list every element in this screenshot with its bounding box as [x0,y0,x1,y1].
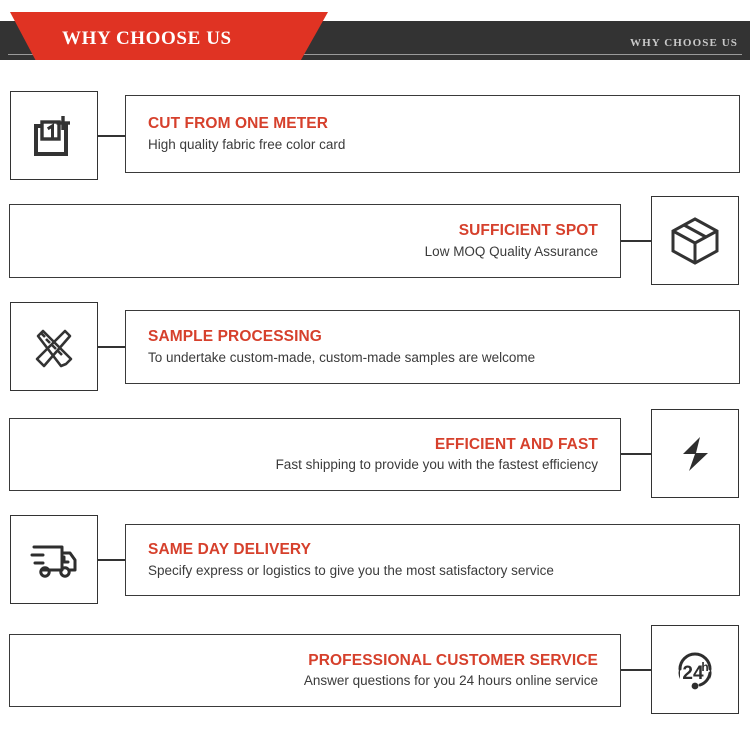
feature-title: SAMPLE PROCESSING [148,328,322,346]
package-box-icon [667,213,723,269]
feature-row [0,625,750,714]
feature-title: EFFICIENT AND FAST [434,435,598,453]
feature-row [0,409,750,498]
feature-title: CUT FROM ONE METER [148,115,329,133]
feature-text-box [9,418,621,491]
feature-connector-line [98,135,125,137]
feature-text-box [9,634,621,707]
feature-connector-line [98,559,125,561]
svg-text:h: h [701,659,709,674]
delivery-truck-icon [26,532,82,588]
feature-description: Fast shipping to provide you with the fastest efficiency [275,457,598,473]
header-right-label: WHY CHOOSE US [629,37,738,49]
feature-connector-line [621,240,651,242]
feature-title: SAME DAY DELIVERY [148,541,312,559]
feature-row [0,196,750,285]
feature-icon-box-pencil-ruler [10,302,98,391]
feature-description: Answer questions for you 24 hours online service [303,673,598,689]
feature-text-box [125,95,740,173]
feature-connector-line [98,346,125,348]
feature-icon-box-package [651,196,739,285]
feature-text-box [125,524,740,596]
pencil-ruler-icon [27,320,81,374]
feature-row [0,515,750,604]
feature-connector-line [621,453,651,455]
feature-description: Low MOQ Quality Assurance [424,243,598,259]
feature-title: SUFFICIENT SPOT [458,222,598,240]
one-plus-meter-icon [28,110,80,162]
feature-text-box [9,204,621,278]
feature-connector-line [621,669,651,671]
page-title: WHY CHOOSE US [62,28,232,49]
feature-description: To undertake custom-made, custom-made samples are welcome [148,349,536,365]
svg-text:24: 24 [682,662,704,684]
feature-description: Specify express or logistics to give you the most satisfactory service [148,562,554,578]
feature-row [0,91,750,180]
feature-title: PROFESSIONAL CUSTOMER SERVICE [308,651,598,669]
feature-icon-box-lightning [651,409,739,498]
feature-icon-box-one-plus-meter [10,91,98,180]
feature-row [0,302,750,391]
lightning-bolt-icon [670,429,720,479]
feature-icon-box-truck [10,515,98,604]
headset-24h-icon [667,642,723,698]
feature-text-box [125,310,740,384]
feature-icon-box-headset-24h [651,625,739,714]
feature-description: High quality fabric free color card [148,136,346,152]
